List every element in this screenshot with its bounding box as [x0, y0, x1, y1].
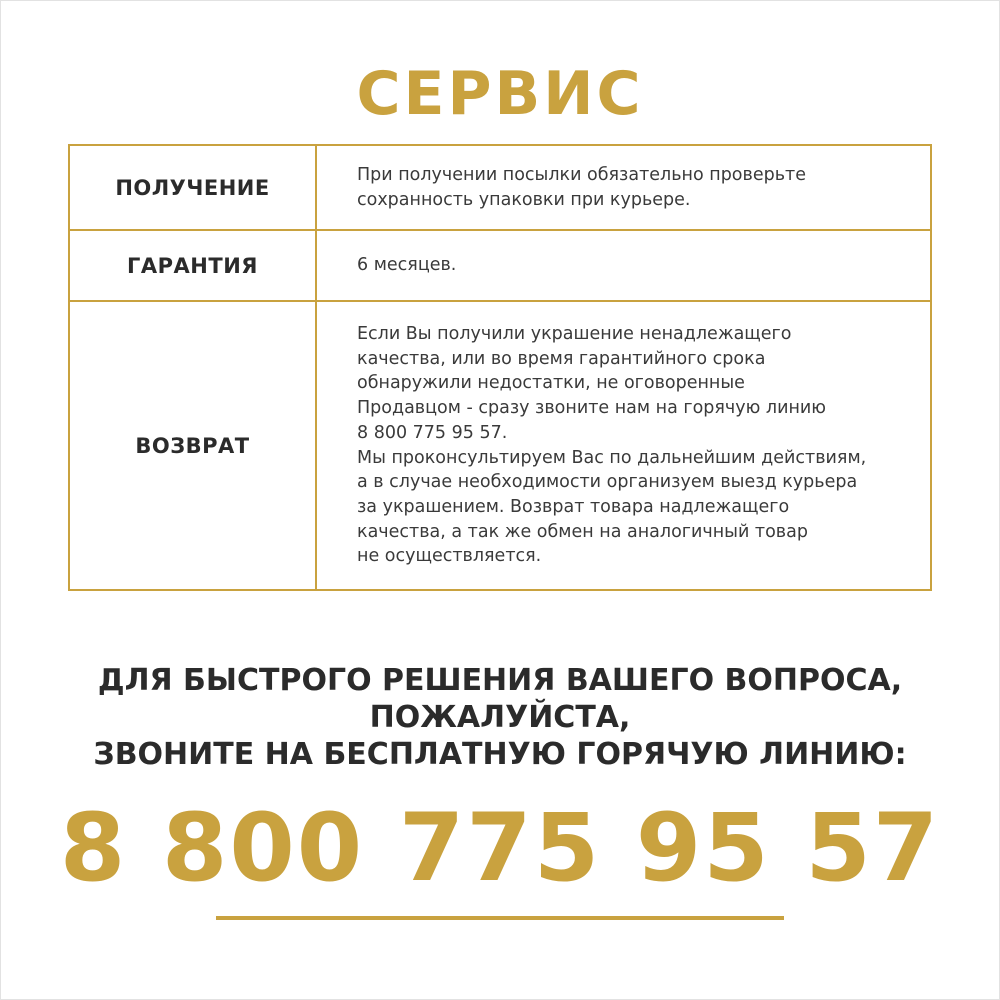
row-text-warranty: 6 месяцев. [316, 230, 931, 301]
table-row-receive [69, 145, 931, 230]
service-table [68, 144, 932, 591]
table-row-return [69, 301, 931, 590]
callout-line-1: ДЛЯ БЫСТРОГО РЕШЕНИЯ ВАШЕГО ВОПРОСА, [97, 663, 903, 698]
row-label-warranty: ГАРАНТИЯ [69, 230, 316, 301]
hotline-phone-number[interactable]: 8 800 775 95 57 [59, 794, 941, 903]
row-label-receive: ПОЛУЧЕНИЕ [69, 145, 316, 230]
phone-underline [216, 916, 784, 920]
row-text-receive: При получении посылки обязательно проверьте сохранность упаковки при курьере. [316, 145, 931, 230]
table-row-warranty [69, 230, 931, 301]
row-text-return: Если Вы получили украшение ненадлежащего качества, или во время гарантийного срока обнаружили недостатки, не оговоренные Продавцом - сразу звоните нам на горячую линию 8 800 775 95 57. Мы проконсультируем Вас по дальнейшим действиям, а в случае необходимости организуем выезд курьера за украшением. Возврат товара надлежащего качества, а так же обмен на аналогичный товар не осуществляется. [316, 301, 931, 590]
hotline-callout [0, 662, 1000, 773]
callout-line-3: ЗВОНИТЕ НА БЕСПЛАТНУЮ ГОРЯЧУЮ ЛИНИЮ: [93, 737, 907, 772]
row-label-return: ВОЗВРАТ [69, 301, 316, 590]
callout-line-2: ПОЖАЛУЙСТА, [369, 700, 631, 735]
page-title: СЕРВИС [356, 59, 644, 129]
